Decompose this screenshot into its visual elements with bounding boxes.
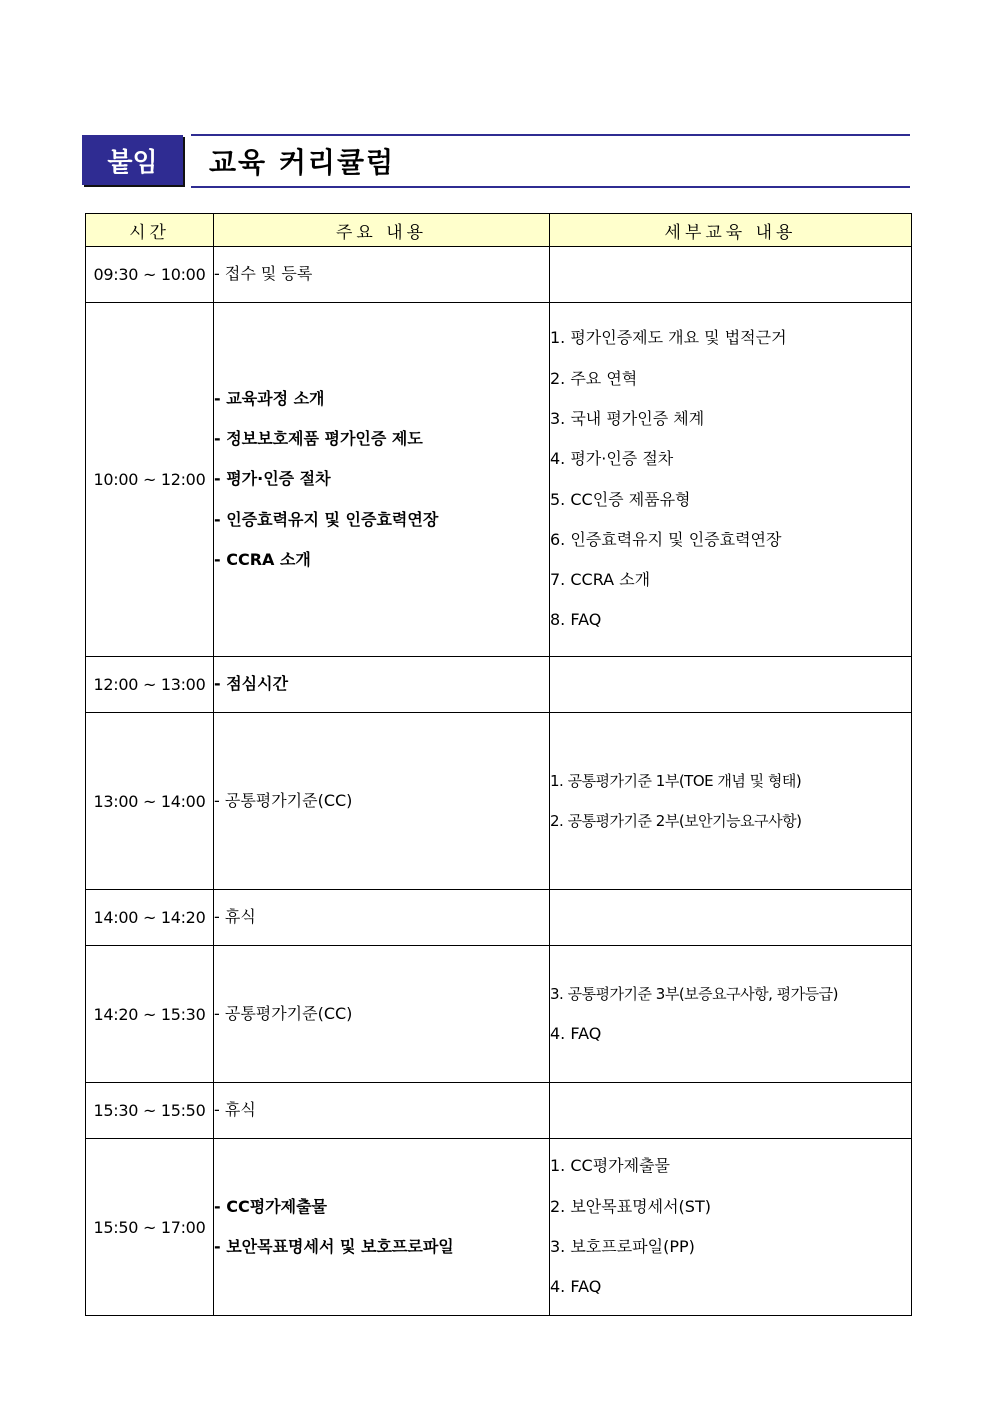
main-content-cell — [214, 1083, 550, 1139]
main-item: - 보안목표명세서 및 보호프로파일 — [214, 1237, 454, 1256]
time-cell: 10:00 ~ 12:00 — [86, 303, 214, 657]
time-cell: 15:30 ~ 15:50 — [86, 1083, 214, 1139]
detail-cell — [550, 1139, 912, 1316]
header-main-content: 주요 내용 — [214, 214, 550, 247]
detail-item: 6. 인증효력유지 및 인증효력연장 — [550, 529, 782, 549]
detail-item: 2. 주요 연혁 — [550, 368, 638, 388]
main-item: - 점심시간 — [214, 674, 289, 694]
main-item: - CCRA 소개 — [214, 549, 311, 569]
main-content-cell — [214, 247, 550, 303]
detail-item: 5. CC인증 제품유형 — [550, 489, 691, 509]
header-time: 시간 — [86, 214, 214, 247]
detail-cell — [550, 946, 912, 1083]
detail-cell — [550, 713, 912, 890]
detail-item: 1. 평가인증제도 개요 및 법적근거 — [550, 328, 787, 348]
main-item: - 휴식 — [214, 1100, 256, 1120]
detail-item: 3. 국내 평가인증 체계 — [550, 408, 705, 428]
main-item: - 접수 및 등록 — [214, 264, 313, 284]
time-cell: 09:30 ~ 10:00 — [86, 247, 214, 303]
detail-cell — [550, 1083, 912, 1139]
main-content-cell — [214, 1139, 550, 1316]
main-item: - CC평가제출물 — [214, 1196, 327, 1216]
time-cell: 13:00 ~ 14:00 — [86, 713, 214, 890]
main-item: - 교육과정 소개 — [214, 388, 325, 408]
detail-item: 4. FAQ — [550, 1277, 602, 1297]
main-content-cell — [214, 713, 550, 890]
main-item: - 공통평가기준(CC) — [214, 1003, 353, 1023]
table-row — [86, 657, 912, 713]
attachment-header — [82, 134, 910, 186]
main-item: - 휴식 — [214, 907, 256, 927]
table-row — [86, 946, 912, 1083]
detail-item: 3. 보호프로파일(PP) — [550, 1237, 695, 1256]
detail-item: 2. 공통평가기준 2부(보안기능요구사항) — [550, 812, 802, 830]
time-cell: 14:20 ~ 15:30 — [86, 946, 214, 1083]
time-cell: 15:50 ~ 17:00 — [86, 1139, 214, 1316]
time-cell: 14:00 ~ 14:20 — [86, 890, 214, 946]
table-row — [86, 890, 912, 946]
detail-item: 3. 공통평가기준 3부(보증요구사항, 평가등급) — [550, 984, 838, 1003]
table-header-row — [86, 214, 912, 247]
main-item: - 정보보호제품 평가인증 제도 — [214, 429, 423, 449]
page-title: 교육 커리큘럼 — [191, 134, 910, 188]
detail-item: 1. CC평가제출물 — [550, 1156, 670, 1176]
header-detail-content: 세부교육 내용 — [550, 214, 912, 247]
main-item: - 공통평가기준(CC) — [214, 790, 353, 810]
detail-cell — [550, 247, 912, 303]
main-content-cell — [214, 657, 550, 713]
main-item: - 평가·인증 절차 — [214, 469, 331, 489]
detail-item: 4. 평가·인증 절차 — [550, 449, 674, 469]
table-row — [86, 303, 912, 657]
table-row — [86, 1083, 912, 1139]
table-row — [86, 247, 912, 303]
detail-item: 1. 공통평가기준 1부(TOE 개념 및 형태) — [550, 771, 802, 790]
table-row — [86, 1139, 912, 1316]
detail-cell — [550, 890, 912, 946]
detail-item: 2. 보안목표명세서(ST) — [550, 1196, 711, 1216]
detail-item: 4. FAQ — [550, 1024, 602, 1043]
detail-item: 7. CCRA 소개 — [550, 570, 651, 590]
main-content-cell — [214, 946, 550, 1083]
detail-item: 8. FAQ — [550, 610, 602, 630]
main-content-cell — [214, 890, 550, 946]
attachment-badge: 붙임 — [82, 135, 183, 185]
detail-cell — [550, 657, 912, 713]
curriculum-table — [85, 213, 912, 1316]
main-item: - 인증효력유지 및 인증효력연장 — [214, 509, 439, 529]
time-cell: 12:00 ~ 13:00 — [86, 657, 214, 713]
detail-cell — [550, 303, 912, 657]
table-row — [86, 713, 912, 890]
main-content-cell — [214, 303, 550, 657]
